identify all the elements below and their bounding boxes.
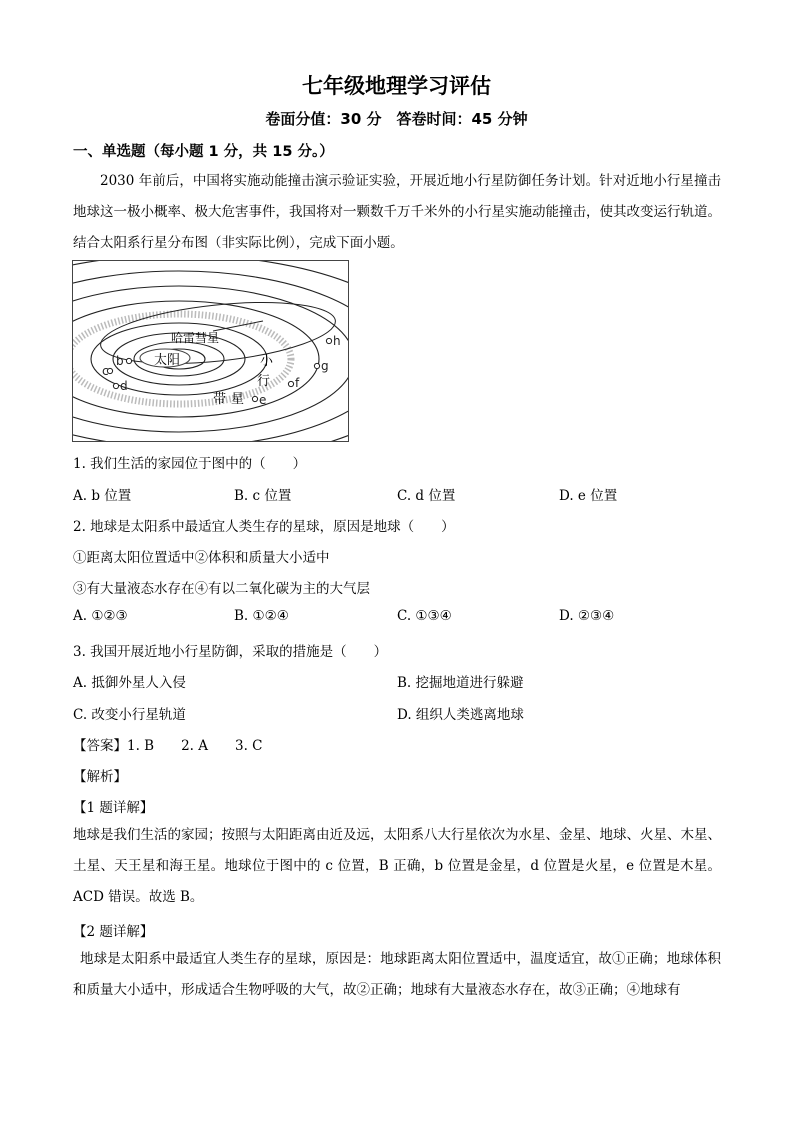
q3-option-b: B. 挖掘地道进行躲避 — [397, 675, 524, 691]
page-title: 七年级地理学习评估 — [302, 74, 491, 98]
q2-option-a: A. ①②③ — [73, 608, 128, 624]
solar-system-diagram — [73, 261, 349, 442]
solar-system-figure — [72, 260, 349, 442]
q1-option-c: C. d 位置 — [397, 488, 456, 504]
detail-1-heading: 【1 题详解】 — [73, 800, 154, 816]
planet-label-c: c — [102, 364, 109, 378]
planet-label-b: b — [116, 354, 124, 368]
q3-option-c: C. 改变小行星轨道 — [73, 707, 186, 723]
planet-label-d: d — [120, 379, 128, 393]
q2-statement-2: ③有大量液态水存在④有以二氧化碳为主的大气层 — [73, 581, 370, 597]
q2-option-c: C. ①③④ — [397, 608, 452, 624]
answer-line: 【答案】1. B 2. A 3. C — [73, 738, 263, 754]
detail-2-text: 地球是太阳系中最适宜人类生存的星球，原因是：地球距离太阳位置适中，温度适宜，故①正确；地球体积和质量大小适中，形成适合生物呼吸的大气，故②正确；地球有大量液态水存在，故③正确；④地球有 — [73, 951, 721, 998]
exam-info: 卷面分值：30 分 答卷时间：45 分钟 — [265, 110, 528, 128]
intro-paragraph: 2030 年前后，中国将实施动能撞击演示验证实验，开展近地小行星防御任务计划。针对近地小行星撞击地球这一极小概率、极大危害事件，我国将对一颗数千万千米外的小行星实施动能撞击，使其改变运行轨道。结合太阳系行星分布图（非实际比例），完成下面小题。 — [73, 173, 721, 251]
belt-char-3: 星 — [231, 392, 245, 407]
sun-label: 太阳 — [154, 353, 181, 368]
analysis-heading: 【解析】 — [73, 769, 127, 785]
question-3-stem: 3. 我国开展近地小行星防御，采取的措施是（ ） — [73, 644, 388, 660]
planet-label-f: f — [295, 376, 300, 390]
q3-option-a: A. 抵御外星人入侵 — [73, 675, 186, 691]
q1-option-b: B. c 位置 — [234, 488, 292, 504]
q2-option-b: B. ①②④ — [234, 608, 289, 624]
belt-char-1: 小 — [260, 354, 274, 369]
q2-statement-1: ①距离太阳位置适中②体积和质量大小适中 — [73, 550, 330, 566]
comet-label: 哈雷彗星 — [171, 331, 220, 345]
q1-option-a: A. b 位置 — [73, 488, 132, 504]
planet-label-e: e — [259, 393, 267, 407]
planet-label-h: h — [333, 334, 341, 348]
detail-1-text: 地球是我们生活的家园；按照与太阳距离由近及远，太阳系八大行星依次为水星、金星、地球、火星、木星、土星、天王星和海王星。地球位于图中的 c 位置，B 正确，b 位置是金星，d 位置是火星，e 位置是木星。ACD 错误。故选 B。 — [73, 827, 721, 905]
q1-option-d: D. e 位置 — [559, 488, 618, 504]
planet-label-g: g — [321, 359, 329, 373]
question-1-stem: 1. 我们生活的家园位于图中的（ ） — [73, 456, 307, 472]
question-2-stem: 2. 地球是太阳系中最适宜人类生存的星球，原因是地球（ ） — [73, 519, 455, 535]
belt-char-2: 行 — [257, 374, 271, 389]
belt-char-4: 带 — [213, 392, 227, 407]
q3-option-d: D. 组织人类逃离地球 — [397, 707, 524, 723]
detail-2-heading: 【2 题详解】 — [73, 924, 154, 940]
section-heading: 一、单选题（每小题 1 分，共 15 分。） — [73, 144, 334, 160]
q2-option-d: D. ②③④ — [559, 608, 615, 624]
